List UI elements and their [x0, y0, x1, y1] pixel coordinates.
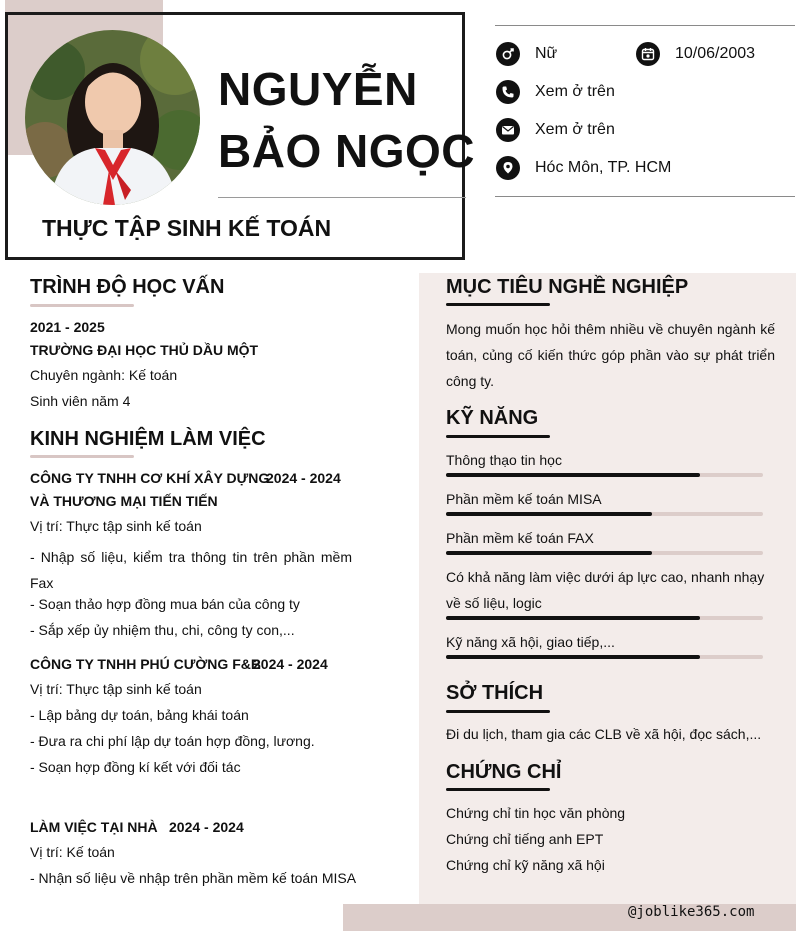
- name-line-1: NGUYỄN: [218, 63, 418, 115]
- job2-duty-2: - Đưa ra chi phí lập dự toán hợp đồng, lương.: [30, 733, 315, 749]
- hobbies-underline: [446, 710, 550, 713]
- certificates-underline: [446, 788, 550, 791]
- full-name: [218, 58, 475, 182]
- job1-duty-1: - Nhập số liệu, kiểm tra thông tin trên phần mềm Fax: [30, 549, 352, 591]
- watermark: @joblike365.com: [628, 904, 755, 920]
- name-divider: [218, 197, 466, 198]
- gender-value: Nữ: [535, 45, 558, 62]
- hobbies-text: Đi du lịch, tham gia các CLB về xã hội, đọc sách,...: [446, 726, 762, 742]
- job1-company-line1: CÔNG TY TNHH CƠ KHÍ XÂY DỰNG: [30, 470, 270, 486]
- skill-bar-fill: [446, 655, 700, 659]
- contact-divider-top: [495, 25, 795, 26]
- experience-underline: [30, 455, 134, 458]
- certificate-item: Chứng chỉ kỹ năng xã hội: [446, 857, 605, 873]
- skill-label-3: Phần mềm kế toán FAX: [446, 530, 594, 546]
- skills-heading: KỸ NĂNG: [446, 407, 539, 429]
- job3-position: Vị trí: Kế toán: [30, 844, 115, 860]
- skill-bar-fill: [446, 512, 652, 516]
- certificate-item: Chứng chỉ tin học văn phòng: [446, 805, 626, 821]
- job2-position: Vị trí: Thực tập sinh kế toán: [30, 681, 202, 697]
- objective-underline: [446, 303, 550, 306]
- skill-label-1: Thông thạo tin học: [446, 452, 562, 468]
- skill-label-2: Phần mềm kế toán MISA: [446, 491, 602, 507]
- skill-bar-track-4: [446, 616, 763, 620]
- email-value: Xem ở trên: [535, 121, 615, 138]
- calendar-icon: [636, 42, 660, 66]
- job1-duty-3: - Sắp xếp ủy nhiệm thu, chi, công ty con,...: [30, 622, 295, 638]
- skill-bar-track-5: [446, 655, 763, 659]
- education-school: TRƯỜNG ĐẠI HỌC THỦ DẦU MỘT: [30, 342, 259, 358]
- skill-bar-track-2: [446, 512, 763, 516]
- education-period: 2021 - 2025: [30, 319, 105, 335]
- experience-heading: KINH NGHIỆM LÀM VIỆC: [30, 428, 266, 450]
- skill-label-5: Kỹ năng xã hội, giao tiếp,...: [446, 634, 615, 650]
- contact-divider-bottom: [495, 196, 795, 197]
- skill-bar-fill: [446, 616, 700, 620]
- job1-company-line2: VÀ THƯƠNG MẠI TIẾN TIẾN: [30, 493, 218, 509]
- address-value: Hóc Môn, TP. HCM: [535, 159, 672, 176]
- name-line-2: BẢO NGỌC: [218, 125, 475, 177]
- job2-duty-3: - Soạn hợp đồng kí kết với đối tác: [30, 759, 241, 775]
- location-icon: [496, 156, 520, 180]
- job-title: THỰC TẬP SINH KẾ TOÁN: [42, 215, 332, 241]
- job3-period: 2024 - 2024: [169, 819, 244, 835]
- birthdate-value: 10/06/2003: [675, 45, 756, 62]
- avatar: [25, 30, 200, 205]
- job3-duty-1: - Nhận số liệu về nhập trên phần mềm kế toán MISA: [30, 870, 357, 886]
- job1-period: 2024 - 2024: [266, 470, 341, 486]
- education-heading: TRÌNH ĐỘ HỌC VẤN: [30, 276, 225, 298]
- gender-icon: [496, 42, 520, 66]
- objective-text: Mong muốn học hỏi thêm nhiều về chuyên ngành kế toán, củng cố kiến thức góp phần vào sự phát triển công ty.: [446, 321, 775, 389]
- phone-icon: [496, 80, 520, 104]
- email-icon: [496, 118, 520, 142]
- skill-label-4: Có khả năng làm việc dưới áp lực cao, nhanh nhạy về số liệu, logic: [446, 569, 765, 611]
- job2-duty-1: - Lập bảng dự toán, bảng khái toán: [30, 707, 249, 723]
- job3-company: LÀM VIỆC TẠI NHÀ: [30, 819, 158, 835]
- skill-bar-fill: [446, 473, 700, 477]
- job1-duty-2: - Soạn thảo hợp đồng mua bán của công ty: [30, 596, 300, 612]
- education-underline: [30, 304, 134, 307]
- objective-heading: MỤC TIÊU NGHỀ NGHIỆP: [446, 276, 689, 298]
- certificates-heading: CHỨNG CHỈ: [446, 761, 562, 783]
- education-year: Sinh viên năm 4: [30, 393, 131, 409]
- job1-position: Vị trí: Thực tập sinh kế toán: [30, 518, 202, 534]
- job2-company: CÔNG TY TNHH PHÚ CƯỜNG F&B: [30, 656, 261, 672]
- certificate-item: Chứng chỉ tiếng anh EPT: [446, 831, 604, 847]
- education-major: Chuyên ngành: Kế toán: [30, 367, 178, 383]
- hobbies-heading: SỞ THÍCH: [446, 682, 544, 704]
- skill-bar-track-3: [446, 551, 763, 555]
- skill-bar-track-1: [446, 473, 763, 477]
- skills-underline: [446, 435, 550, 438]
- avatar-photo: [25, 30, 200, 205]
- phone-value: Xem ở trên: [535, 83, 615, 100]
- skill-bar-fill: [446, 551, 652, 555]
- job2-period: 2024 - 2024: [253, 656, 328, 672]
